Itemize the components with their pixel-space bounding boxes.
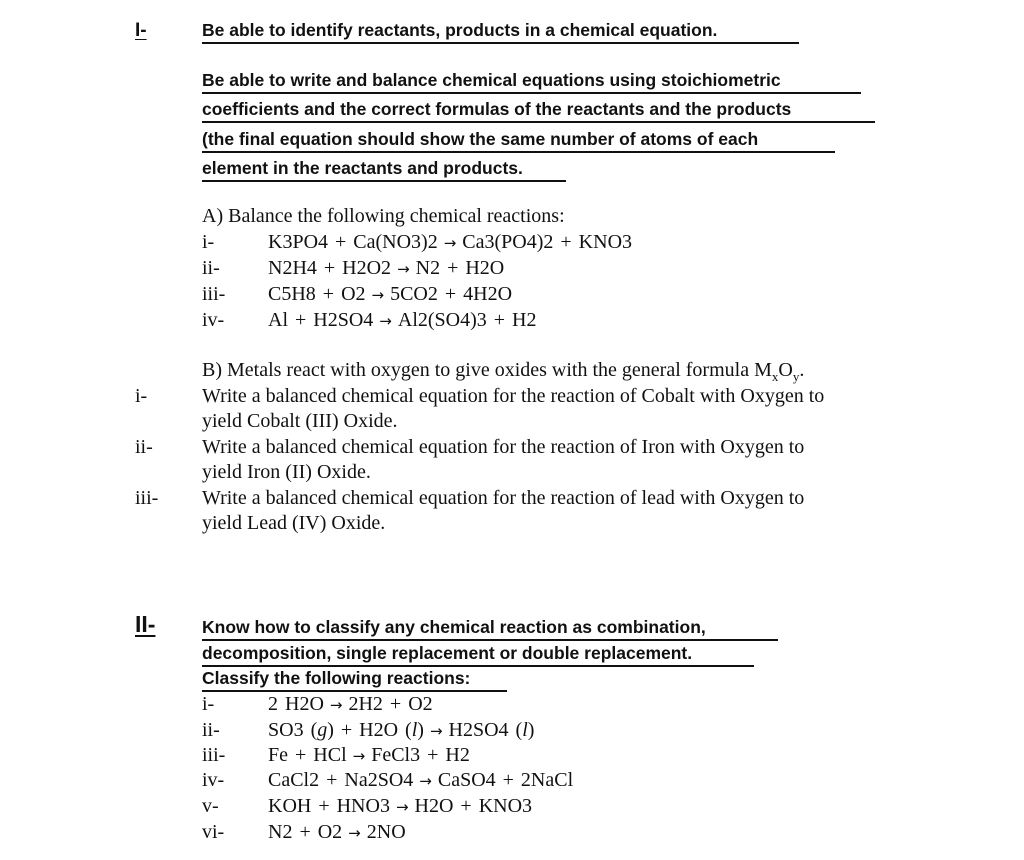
subscript-y: y [792, 369, 800, 384]
heading2-line-3: (the final equation should show the same number of atoms of each [202, 129, 759, 149]
part-b-item-number: ii- [135, 436, 153, 458]
reactants: Fe + HCl [268, 744, 347, 766]
equation [268, 231, 632, 254]
reaction-arrow-icon: → [329, 696, 343, 714]
reactant-so3: SO3 ( [268, 719, 318, 741]
classify-item-number: i- [202, 693, 215, 715]
subscript-x: x [771, 369, 779, 384]
equation [268, 821, 406, 844]
heading2-line-4: element in the reactants and products. [202, 158, 523, 178]
part-b-item-line: Write a balanced chemical equation for the reaction of lead with Oxygen to [202, 487, 805, 509]
reactants: KOH + HNO3 [268, 795, 390, 817]
reactants: C5H8 + O2 [268, 283, 366, 305]
classify-item-number: iii- [202, 744, 226, 766]
reactants: Al + H2SO4 [268, 309, 374, 331]
equation [268, 719, 534, 742]
part-b-intro-text: B) Metals react with oxygen to give oxides with the general formula M [202, 359, 772, 381]
reactant-h2o: ) + H2O ( [327, 719, 412, 741]
reactants: CaCl2 + Na2SO4 [268, 769, 414, 791]
classify-item-number: iv- [202, 769, 225, 791]
close-paren: ) [417, 719, 424, 741]
part-b-item-line: yield Iron (II) Oxide. [202, 461, 371, 483]
part-b-item-line: yield Lead (IV) Oxide. [202, 512, 386, 534]
reactants: K3PO4 + Ca(NO3)2 [268, 231, 438, 253]
products: 2NO [366, 821, 406, 843]
part-b-item-number: iii- [135, 487, 159, 509]
equation [268, 693, 433, 716]
section-2-number: II- [135, 611, 156, 637]
reaction-arrow-icon: → [352, 747, 366, 765]
part-b-item-line: Write a balanced chemical equation for the reaction of Cobalt with Oxygen to [202, 385, 825, 407]
state-liquid: l [522, 719, 528, 741]
state-liquid: l [411, 719, 418, 741]
equation [268, 257, 504, 280]
products: Ca3(PO4)2 + KNO3 [462, 231, 633, 253]
equation [268, 283, 512, 306]
section-2-heading-line-1: Know how to classify any chemical reaction as combination, [202, 617, 706, 637]
oxide-symbol: O [778, 359, 793, 381]
part-b-intro [202, 359, 804, 385]
reaction-arrow-icon: → [443, 234, 457, 252]
reactants: N2H4 + H2O2 [268, 257, 392, 279]
section-1-number: I- [135, 20, 147, 41]
part-a-item-number: iv- [202, 309, 225, 331]
section-1-heading: Be able to identify reactants, products in a chemical equation. [202, 20, 718, 40]
reaction-arrow-icon: → [371, 286, 385, 304]
part-b-item-line: Write a balanced chemical equation for the reaction of Iron with Oxygen to [202, 436, 805, 458]
equation [268, 309, 536, 332]
heading-underline [202, 665, 754, 667]
reaction-arrow-icon: → [379, 312, 392, 330]
reaction-arrow-icon: → [419, 772, 432, 790]
part-a-title: A) Balance the following chemical reactions: [202, 205, 565, 227]
reaction-arrow-icon: → [395, 798, 409, 816]
products: FeCl3 + H2 [371, 744, 470, 766]
reaction-arrow-icon: → [429, 722, 443, 740]
products: 5CO2 + 4H2O [390, 283, 513, 305]
reaction-arrow-icon: → [348, 824, 361, 842]
heading-underline [202, 121, 875, 123]
reactants: 2 H2O [268, 693, 324, 715]
heading2-line-2: coefficients and the correct formulas of the reactants and the products [202, 99, 792, 119]
heading-underline [202, 180, 566, 182]
products: H2O + KNO3 [414, 795, 533, 817]
heading-underline [202, 92, 861, 94]
equation [268, 795, 532, 818]
period: . [799, 359, 805, 381]
close-paren: ) [527, 719, 535, 741]
part-a-item-number: iii- [202, 283, 226, 305]
product-h2so4: H2SO4 ( [448, 719, 523, 741]
products: 2H2 + O2 [348, 693, 433, 715]
reaction-arrow-icon: → [397, 260, 410, 278]
heading-underline [202, 690, 507, 692]
equation [268, 769, 573, 792]
products: N2 + H2O [415, 257, 505, 279]
classify-item-number: ii- [202, 719, 220, 741]
section-2-heading-line-3: Classify the following reactions: [202, 668, 471, 688]
classify-item-number: v- [202, 795, 219, 817]
heading-underline [202, 42, 799, 44]
reactants: N2 + O2 [268, 821, 343, 843]
part-a-item-number: i- [202, 231, 215, 253]
heading2-line-1: Be able to write and balance chemical equations using stoichiometric [202, 70, 781, 90]
state-gas: g [317, 719, 328, 741]
part-b-item-number: i- [135, 385, 148, 407]
products: Al2(SO4)3 + H2 [397, 309, 537, 331]
heading-underline [202, 151, 835, 153]
part-a-item-number: ii- [202, 257, 220, 279]
section-2-heading-line-2: decomposition, single replacement or double replacement. [202, 643, 693, 663]
heading-underline [202, 639, 778, 641]
part-b-item-line: yield Cobalt (III) Oxide. [202, 410, 398, 432]
equation [268, 744, 470, 767]
products: CaSO4 + 2NaCl [437, 769, 574, 791]
classify-item-number: vi- [202, 821, 225, 843]
